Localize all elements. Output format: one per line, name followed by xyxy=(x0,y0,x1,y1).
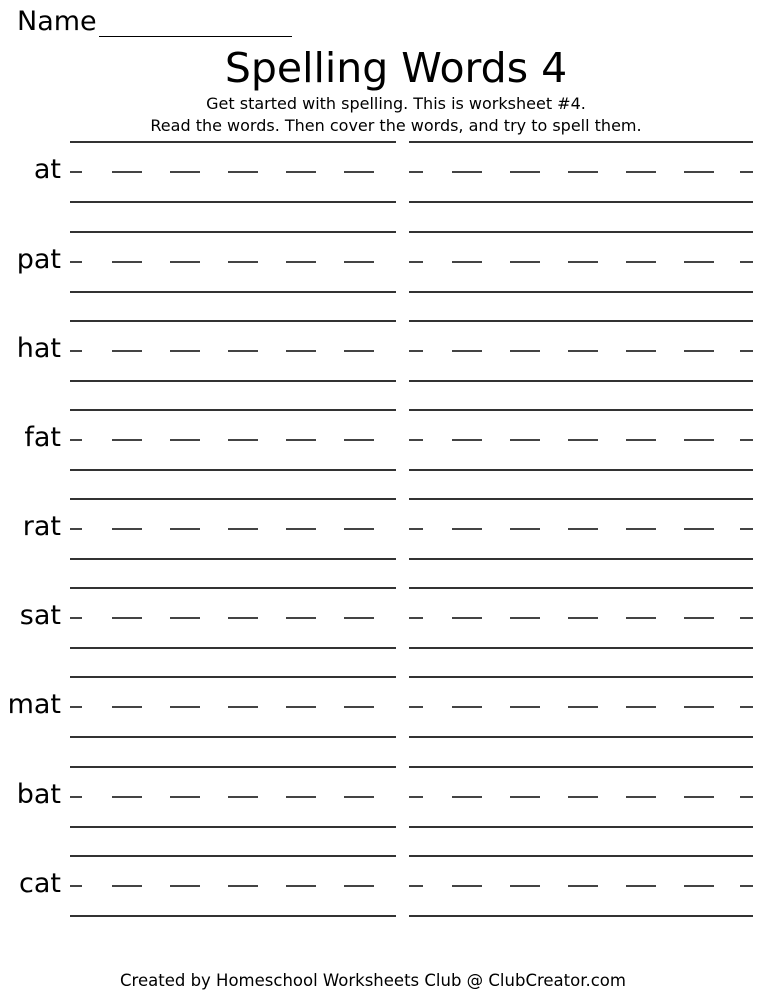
top-writing-line xyxy=(409,141,753,143)
dashed-midline-segment xyxy=(409,439,423,441)
dashed-midline-segment xyxy=(510,796,540,798)
dashed-midline-segment xyxy=(740,885,753,887)
dashed-midline-segment xyxy=(70,261,82,263)
dashed-midline-segment xyxy=(112,706,142,708)
dashed-midline-segment xyxy=(70,885,82,887)
top-writing-line xyxy=(70,141,396,143)
dashed-midline-segment xyxy=(568,617,598,619)
dashed-midline-segment xyxy=(452,706,482,708)
dashed-midline-segment xyxy=(112,796,142,798)
dashed-midline-segment xyxy=(70,796,82,798)
dashed-midline-segment xyxy=(344,439,374,441)
dashed-midline-segment xyxy=(286,261,316,263)
footer-credit: Created by Homeschool Worksheets Club @ ClubCreator.com xyxy=(120,971,626,990)
spelling-word: bat xyxy=(16,779,61,810)
dashed-midline-segment xyxy=(286,528,316,530)
dashed-midline-segment xyxy=(170,439,200,441)
top-writing-line xyxy=(409,498,753,500)
base-writing-line xyxy=(70,201,396,203)
dashed-midline-segment xyxy=(286,796,316,798)
dashed-midline-segment xyxy=(112,617,142,619)
instruction-line-1: Get started with spelling. This is worksheet #4. xyxy=(206,94,586,113)
dashed-midline-segment xyxy=(70,171,82,173)
top-writing-line xyxy=(70,766,396,768)
dashed-midline-segment xyxy=(452,439,482,441)
dashed-midline-segment xyxy=(409,885,423,887)
dashed-midline-segment xyxy=(452,885,482,887)
dashed-midline-segment xyxy=(170,796,200,798)
dashed-midline-segment xyxy=(409,706,423,708)
dashed-midline-segment xyxy=(112,528,142,530)
dashed-midline-segment xyxy=(452,796,482,798)
base-writing-line xyxy=(70,736,396,738)
spelling-word: pat xyxy=(16,244,61,275)
dashed-midline-segment xyxy=(452,171,482,173)
base-writing-line xyxy=(70,826,396,828)
dashed-midline-segment xyxy=(568,796,598,798)
dashed-midline-segment xyxy=(452,261,482,263)
base-writing-line xyxy=(409,736,753,738)
dashed-midline-segment xyxy=(170,885,200,887)
base-writing-line xyxy=(70,915,396,917)
dashed-midline-segment xyxy=(626,171,656,173)
dashed-midline-segment xyxy=(344,528,374,530)
dashed-midline-segment xyxy=(228,796,258,798)
dashed-midline-segment xyxy=(684,171,714,173)
dashed-midline-segment xyxy=(626,350,656,352)
dashed-midline-segment xyxy=(510,171,540,173)
dashed-midline-segment xyxy=(228,528,258,530)
spelling-word: sat xyxy=(19,600,61,631)
dashed-midline-segment xyxy=(510,439,540,441)
dashed-midline-segment xyxy=(409,528,423,530)
top-writing-line xyxy=(70,231,396,233)
dashed-midline-segment xyxy=(228,617,258,619)
dashed-midline-segment xyxy=(740,439,753,441)
worksheet-title: Spelling Words 4 xyxy=(224,44,568,92)
dashed-midline-segment xyxy=(112,171,142,173)
dashed-midline-segment xyxy=(70,617,82,619)
dashed-midline-segment xyxy=(626,885,656,887)
dashed-midline-segment xyxy=(344,796,374,798)
dashed-midline-segment xyxy=(344,617,374,619)
dashed-midline-segment xyxy=(626,796,656,798)
dashed-midline-segment xyxy=(740,350,753,352)
spelling-word: at xyxy=(33,154,61,185)
dashed-midline-segment xyxy=(344,885,374,887)
dashed-midline-segment xyxy=(510,885,540,887)
dashed-midline-segment xyxy=(170,528,200,530)
dashed-midline-segment xyxy=(740,617,753,619)
top-writing-line xyxy=(70,855,396,857)
dashed-midline-segment xyxy=(452,350,482,352)
dashed-midline-segment xyxy=(170,706,200,708)
dashed-midline-segment xyxy=(344,350,374,352)
dashed-midline-segment xyxy=(510,261,540,263)
spelling-word: rat xyxy=(22,511,61,542)
dashed-midline-segment xyxy=(740,171,753,173)
base-writing-line xyxy=(409,558,753,560)
dashed-midline-segment xyxy=(568,885,598,887)
dashed-midline-segment xyxy=(568,706,598,708)
spelling-word: mat xyxy=(7,689,61,720)
dashed-midline-segment xyxy=(684,350,714,352)
dashed-midline-segment xyxy=(684,796,714,798)
dashed-midline-segment xyxy=(510,528,540,530)
dashed-midline-segment xyxy=(510,617,540,619)
dashed-midline-segment xyxy=(568,261,598,263)
dashed-midline-segment xyxy=(684,617,714,619)
spelling-word: cat xyxy=(19,868,61,899)
dashed-midline-segment xyxy=(228,885,258,887)
dashed-midline-segment xyxy=(286,706,316,708)
top-writing-line xyxy=(409,409,753,411)
dashed-midline-segment xyxy=(626,261,656,263)
instruction-line-2: Read the words. Then cover the words, and try to spell them. xyxy=(150,116,642,135)
dashed-midline-segment xyxy=(409,796,423,798)
dashed-midline-segment xyxy=(409,617,423,619)
dashed-midline-segment xyxy=(568,171,598,173)
dashed-midline-segment xyxy=(510,350,540,352)
dashed-midline-segment xyxy=(510,706,540,708)
dashed-midline-segment xyxy=(228,439,258,441)
name-label: Name xyxy=(17,6,97,37)
top-writing-line xyxy=(70,676,396,678)
dashed-midline-segment xyxy=(626,528,656,530)
base-writing-line xyxy=(70,469,396,471)
dashed-midline-segment xyxy=(740,528,753,530)
dashed-midline-segment xyxy=(228,706,258,708)
top-writing-line xyxy=(409,676,753,678)
dashed-midline-segment xyxy=(344,706,374,708)
base-writing-line xyxy=(409,291,753,293)
dashed-midline-segment xyxy=(626,439,656,441)
dashed-midline-segment xyxy=(684,439,714,441)
dashed-midline-segment xyxy=(740,796,753,798)
dashed-midline-segment xyxy=(228,350,258,352)
dashed-midline-segment xyxy=(70,528,82,530)
dashed-midline-segment xyxy=(170,171,200,173)
dashed-midline-segment xyxy=(409,261,423,263)
dashed-midline-segment xyxy=(170,617,200,619)
dashed-midline-segment xyxy=(70,439,82,441)
top-writing-line xyxy=(409,587,753,589)
base-writing-line xyxy=(409,469,753,471)
dashed-midline-segment xyxy=(344,171,374,173)
dashed-midline-segment xyxy=(286,885,316,887)
name-blank-line xyxy=(99,36,292,37)
dashed-midline-segment xyxy=(452,617,482,619)
dashed-midline-segment xyxy=(170,261,200,263)
dashed-midline-segment xyxy=(286,171,316,173)
dashed-midline-segment xyxy=(112,439,142,441)
dashed-midline-segment xyxy=(452,528,482,530)
dashed-midline-segment xyxy=(568,439,598,441)
dashed-midline-segment xyxy=(409,171,423,173)
spelling-word: fat xyxy=(24,422,61,453)
top-writing-line xyxy=(409,855,753,857)
dashed-midline-segment xyxy=(409,350,423,352)
base-writing-line xyxy=(70,291,396,293)
dashed-midline-segment xyxy=(112,885,142,887)
dashed-midline-segment xyxy=(344,261,374,263)
dashed-midline-segment xyxy=(684,706,714,708)
top-writing-line xyxy=(70,587,396,589)
base-writing-line xyxy=(409,915,753,917)
top-writing-line xyxy=(70,320,396,322)
dashed-midline-segment xyxy=(684,261,714,263)
base-writing-line xyxy=(409,201,753,203)
dashed-midline-segment xyxy=(112,350,142,352)
dashed-midline-segment xyxy=(286,439,316,441)
top-writing-line xyxy=(70,498,396,500)
dashed-midline-segment xyxy=(170,350,200,352)
spelling-word: hat xyxy=(16,333,61,364)
top-writing-line xyxy=(409,766,753,768)
dashed-midline-segment xyxy=(112,261,142,263)
dashed-midline-segment xyxy=(286,617,316,619)
base-writing-line xyxy=(409,826,753,828)
top-writing-line xyxy=(70,409,396,411)
base-writing-line xyxy=(70,647,396,649)
dashed-midline-segment xyxy=(626,706,656,708)
dashed-midline-segment xyxy=(286,350,316,352)
dashed-midline-segment xyxy=(228,261,258,263)
dashed-midline-segment xyxy=(568,528,598,530)
base-writing-line xyxy=(409,647,753,649)
dashed-midline-segment xyxy=(70,706,82,708)
dashed-midline-segment xyxy=(740,261,753,263)
dashed-midline-segment xyxy=(568,350,598,352)
dashed-midline-segment xyxy=(626,617,656,619)
base-writing-line xyxy=(409,380,753,382)
dashed-midline-segment xyxy=(740,706,753,708)
top-writing-line xyxy=(409,231,753,233)
dashed-midline-segment xyxy=(70,350,82,352)
top-writing-line xyxy=(409,320,753,322)
dashed-midline-segment xyxy=(684,885,714,887)
dashed-midline-segment xyxy=(228,171,258,173)
dashed-midline-segment xyxy=(684,528,714,530)
base-writing-line xyxy=(70,380,396,382)
base-writing-line xyxy=(70,558,396,560)
